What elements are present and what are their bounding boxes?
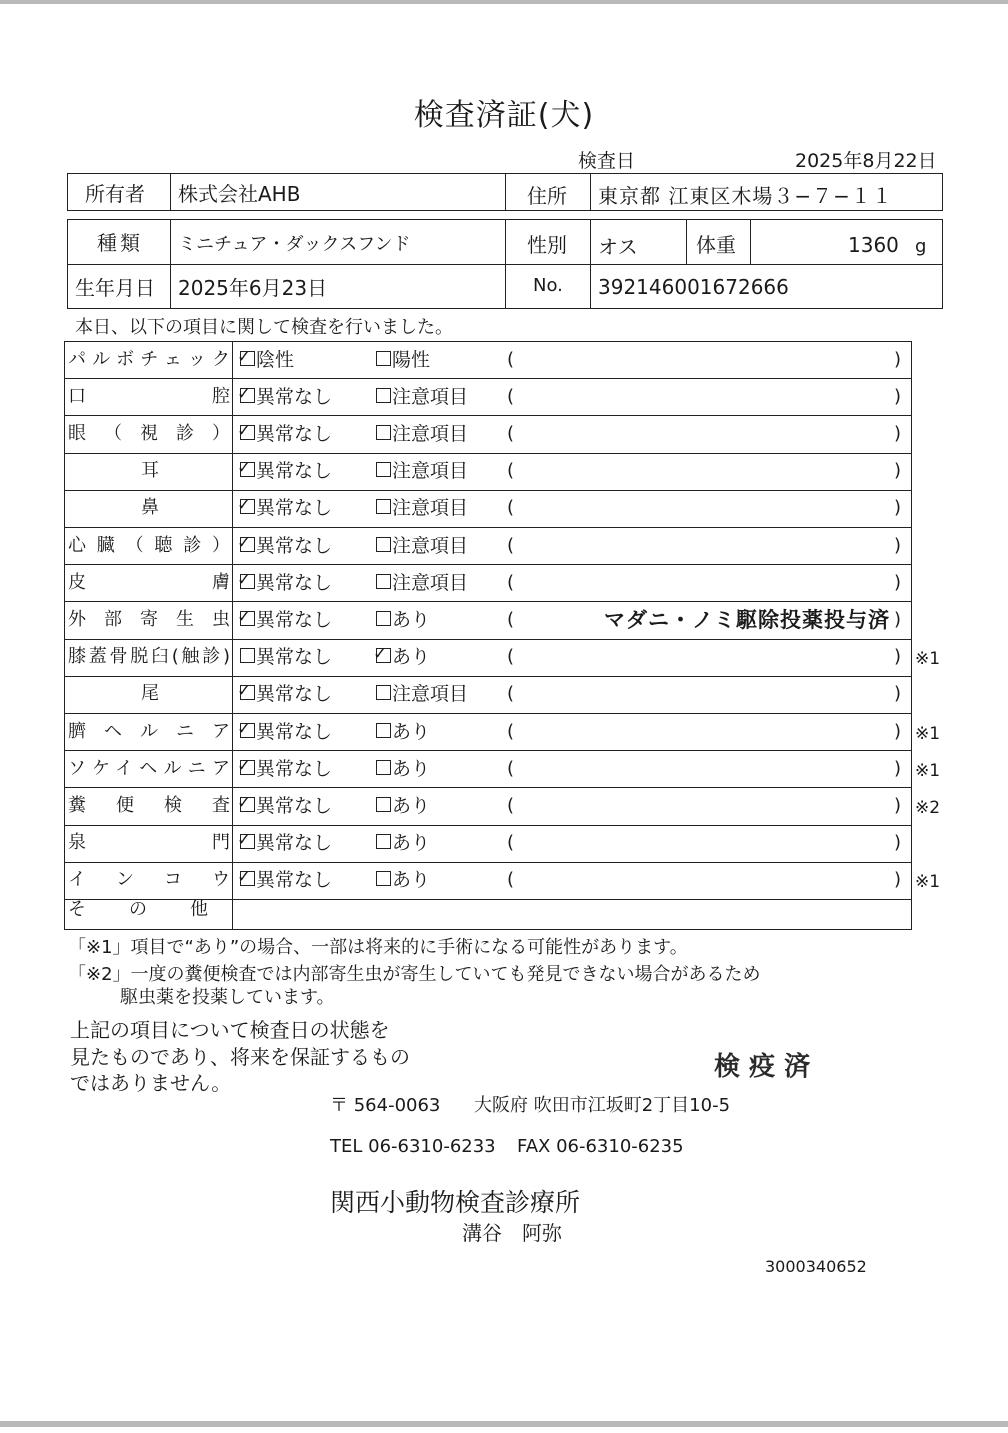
checkbox-label: あり: [392, 720, 431, 743]
checkbox-label: 陰性: [256, 348, 295, 371]
checkbox-icon[interactable]: [376, 499, 391, 514]
check-mark-icon: ✓: [237, 569, 252, 590]
inspection-item-label: 糞便検査: [68, 794, 232, 816]
checkbox-label: 異常なし: [256, 794, 333, 817]
inspection-item-label: 外部寄生虫: [68, 608, 232, 630]
close-paren: ): [894, 608, 902, 630]
option-normal[interactable]: [237, 862, 333, 898]
checkbox-label: 注意項目: [392, 683, 469, 706]
number-value: 392146001672666: [598, 275, 789, 299]
open-paren: (: [507, 534, 515, 556]
divider: [750, 219, 751, 264]
check-mark-icon: ✓: [237, 830, 252, 851]
option-finding[interactable]: [376, 825, 430, 861]
option-normal[interactable]: [237, 342, 295, 378]
footnote-marker: ※1: [915, 872, 941, 893]
check-mark-icon: ✓: [237, 792, 252, 813]
open-paren: (: [507, 497, 515, 519]
weight-label: 体重: [696, 233, 736, 257]
serial-number: 3000340652: [765, 1257, 867, 1276]
check-mark-icon: ✓: [237, 606, 252, 627]
check-mark-icon: ✓: [237, 458, 252, 479]
open-paren: (: [507, 869, 515, 891]
clinic-fax: FAX 06-6310-6235: [517, 1136, 684, 1157]
intro-text: 本日、以下の項目に関して検査を行いました。: [75, 317, 453, 338]
option-finding[interactable]: [376, 751, 430, 787]
checkbox-icon[interactable]: [376, 760, 391, 775]
open-paren: (: [507, 422, 515, 444]
quarantine-stamp: 検 疫 済: [714, 1052, 811, 1082]
checkbox-label: 異常なし: [256, 460, 333, 483]
clinic-address: 大阪府 吹田市江坂町2丁目10-5: [474, 1095, 731, 1116]
weight-value: 1360: [848, 233, 899, 257]
checkbox-label: あり: [392, 646, 431, 669]
close-paren: ): [894, 422, 902, 444]
checkbox-label: 異常なし: [256, 422, 333, 445]
footnote-1: 「※1」項目で“あり”の場合、一部は将来的に手術になる可能性があります。: [68, 937, 688, 958]
divider: [505, 173, 506, 211]
footnote-marker: ※2: [915, 797, 941, 818]
option-finding[interactable]: [376, 416, 468, 452]
open-paren: (: [507, 832, 515, 854]
checkbox-icon[interactable]: [376, 351, 391, 366]
footnote-marker: ※1: [915, 649, 941, 670]
clinic-name: 関西小動物検査診療所: [330, 1188, 581, 1217]
checkbox-label: 注意項目: [392, 497, 469, 520]
option-finding[interactable]: [376, 453, 468, 489]
inspection-item-label: 尾: [141, 683, 159, 705]
inspection-item-label: ソケイヘルニア: [68, 757, 232, 779]
checkbox-icon[interactable]: [376, 685, 391, 700]
breed-label: 種類: [97, 231, 143, 255]
breed-value: ミニチュア・ダックスフンド: [178, 234, 411, 255]
disclaimer-line-3: ではありません。: [70, 1071, 232, 1095]
certificate-title: 検査済証(犬): [413, 98, 595, 133]
divider: [590, 173, 591, 211]
option-finding[interactable]: [376, 528, 468, 564]
close-paren: ): [894, 683, 902, 705]
option-finding[interactable]: [376, 602, 430, 638]
checkbox-icon[interactable]: [376, 574, 391, 589]
option-normal[interactable]: [237, 751, 333, 787]
address-label: 住所: [527, 184, 567, 208]
checkbox-icon[interactable]: [376, 834, 391, 849]
birth-value: 2025年6月23日: [178, 276, 328, 300]
option-normal[interactable]: [237, 676, 333, 712]
footnote-2-line-2: 駆虫薬を投薬しています。: [120, 987, 335, 1008]
option-normal[interactable]: [237, 379, 333, 415]
footnote-2-line-1: 「※2」一度の糞便検査では内部寄生虫が寄生していても発見できない場合があるため: [68, 964, 761, 985]
address-value: 東京都 江東区木場３−７−１１: [598, 184, 893, 208]
sex-value: オス: [598, 235, 638, 259]
close-paren: ): [894, 794, 902, 816]
option-normal[interactable]: [237, 565, 333, 601]
close-paren: ): [894, 385, 902, 407]
checkbox-icon[interactable]: [376, 611, 391, 626]
checkbox-label: 異常なし: [256, 608, 333, 631]
divider: [170, 173, 171, 211]
disclaimer-line-2: 見たものであり、将来を保証するもの: [70, 1045, 410, 1069]
vet-name: 溝谷 阿弥: [462, 1221, 562, 1245]
option-normal[interactable]: [237, 453, 333, 489]
sex-label: 性別: [527, 233, 567, 257]
checkbox-label: 異常なし: [256, 683, 333, 706]
owner-label: 所有者: [85, 182, 145, 206]
checkbox-label: あり: [392, 832, 431, 855]
check-mark-icon: ✓: [237, 420, 252, 441]
checkbox-label: あり: [392, 869, 431, 892]
open-paren: (: [507, 460, 515, 482]
inspection-item-label: 心臓（聴診）: [68, 534, 232, 556]
checkbox-label: 異常なし: [256, 534, 333, 557]
option-normal[interactable]: [237, 788, 333, 824]
checkbox-label: 陽性: [392, 348, 431, 371]
option-finding[interactable]: [376, 342, 430, 378]
option-finding[interactable]: [376, 788, 430, 824]
option-finding[interactable]: [376, 379, 468, 415]
divider: [170, 219, 171, 309]
close-paren: ): [894, 869, 902, 891]
divider: [590, 219, 591, 309]
divider: [686, 219, 687, 264]
checkbox-label: 異常なし: [256, 497, 333, 520]
option-finding[interactable]: [376, 490, 468, 526]
close-paren: ): [894, 757, 902, 779]
owner-value: 株式会社AHB: [178, 182, 301, 206]
open-paren: (: [507, 348, 515, 370]
checkbox-label: 注意項目: [392, 571, 469, 594]
checkbox-label: 注意項目: [392, 422, 469, 445]
checkbox-icon[interactable]: [376, 871, 391, 886]
clinic-phone: TEL 06-6310-6233: [330, 1136, 496, 1157]
option-finding[interactable]: [376, 565, 468, 601]
footnote-marker: ※1: [915, 760, 941, 781]
checkbox-label: 異常なし: [256, 646, 333, 669]
checkbox-icon[interactable]: [376, 797, 391, 812]
checkbox-label: 異常なし: [256, 385, 333, 408]
checkbox-icon[interactable]: [240, 648, 255, 663]
checkbox-icon[interactable]: [376, 723, 391, 738]
checkbox-icon[interactable]: [376, 388, 391, 403]
checkbox-label: 注意項目: [392, 385, 469, 408]
open-paren: (: [507, 794, 515, 816]
inspection-date-label: 検査日: [578, 150, 636, 172]
open-paren: (: [507, 646, 515, 668]
checkbox-label: あり: [392, 794, 431, 817]
option-finding[interactable]: [376, 676, 468, 712]
inspection-item-label: 鼻: [141, 497, 159, 519]
check-mark-icon: ✓: [237, 718, 252, 739]
checkbox-icon[interactable]: [376, 537, 391, 552]
inspection-date-value: 2025年8月22日: [795, 150, 937, 172]
checkbox-label: 異常なし: [256, 571, 333, 594]
inspection-item-label: 皮膚: [68, 571, 232, 593]
scan-top-edge: [0, 0, 1008, 4]
check-mark-icon: ✓: [373, 644, 388, 665]
postal-code: 〒 564-0063: [330, 1095, 441, 1116]
checkbox-label: あり: [392, 757, 431, 780]
option-normal[interactable]: [240, 639, 332, 675]
option-finding[interactable]: [376, 714, 430, 750]
footnote-marker: ※1: [915, 723, 941, 744]
option-normal[interactable]: [237, 528, 333, 564]
divider: [505, 219, 506, 309]
close-paren: ): [894, 460, 902, 482]
close-paren: ): [894, 571, 902, 593]
check-mark-icon: ✓: [237, 346, 252, 367]
open-paren: (: [507, 608, 515, 630]
close-paren: ): [894, 534, 902, 556]
open-paren: (: [507, 385, 515, 407]
inspection-item-label: パルボチェック: [68, 348, 232, 370]
close-paren: ): [894, 832, 902, 854]
open-paren: (: [507, 571, 515, 593]
inspection-item-label: 眼（視診）: [68, 422, 232, 444]
option-normal[interactable]: [237, 490, 333, 526]
option-normal[interactable]: [237, 714, 333, 750]
checkbox-label: 異常なし: [256, 869, 333, 892]
close-paren: ): [894, 646, 902, 668]
close-paren: ): [894, 720, 902, 742]
checkbox-label: 異常なし: [256, 720, 333, 743]
inspection-detail: マダニ・ノミ駆除投薬投与済: [604, 607, 890, 632]
weight-unit: g: [915, 236, 927, 257]
option-normal[interactable]: [237, 416, 333, 452]
open-paren: (: [507, 720, 515, 742]
option-normal[interactable]: [237, 602, 333, 638]
check-mark-icon: ✓: [237, 755, 252, 776]
check-mark-icon: ✓: [237, 681, 252, 702]
number-label: No.: [533, 275, 563, 296]
option-normal[interactable]: [237, 825, 333, 861]
inspection-item-label: 口腔: [68, 385, 232, 407]
birth-label: 生年月日: [75, 276, 155, 300]
other-label: その他: [68, 899, 232, 920]
scan-bottom-edge: [0, 1421, 1008, 1427]
check-mark-icon: ✓: [237, 383, 252, 404]
checkbox-label: 異常なし: [256, 832, 333, 855]
inspection-item-label: 膝蓋骨脱臼(触診): [68, 646, 232, 668]
close-paren: ): [894, 348, 902, 370]
inspection-item-label: 臍ヘルニア: [68, 720, 232, 742]
close-paren: ): [894, 497, 902, 519]
checkbox-label: 注意項目: [392, 534, 469, 557]
checkbox-icon[interactable]: [376, 462, 391, 477]
disclaimer-line-1: 上記の項目について検査日の状態を: [70, 1018, 390, 1042]
check-mark-icon: ✓: [237, 867, 252, 888]
option-finding[interactable]: [376, 862, 430, 898]
checkbox-icon[interactable]: [376, 425, 391, 440]
check-mark-icon: ✓: [237, 495, 252, 516]
checkbox-label: 異常なし: [256, 757, 333, 780]
checkbox-label: あり: [392, 608, 431, 631]
open-paren: (: [507, 757, 515, 779]
inspection-item-label: 泉門: [68, 832, 232, 854]
option-finding[interactable]: [373, 639, 431, 675]
checkbox-label: 注意項目: [392, 460, 469, 483]
inspection-item-label: 耳: [141, 460, 159, 482]
open-paren: (: [507, 683, 515, 705]
check-mark-icon: ✓: [237, 532, 252, 553]
inspection-item-label: インコウ: [68, 869, 232, 891]
